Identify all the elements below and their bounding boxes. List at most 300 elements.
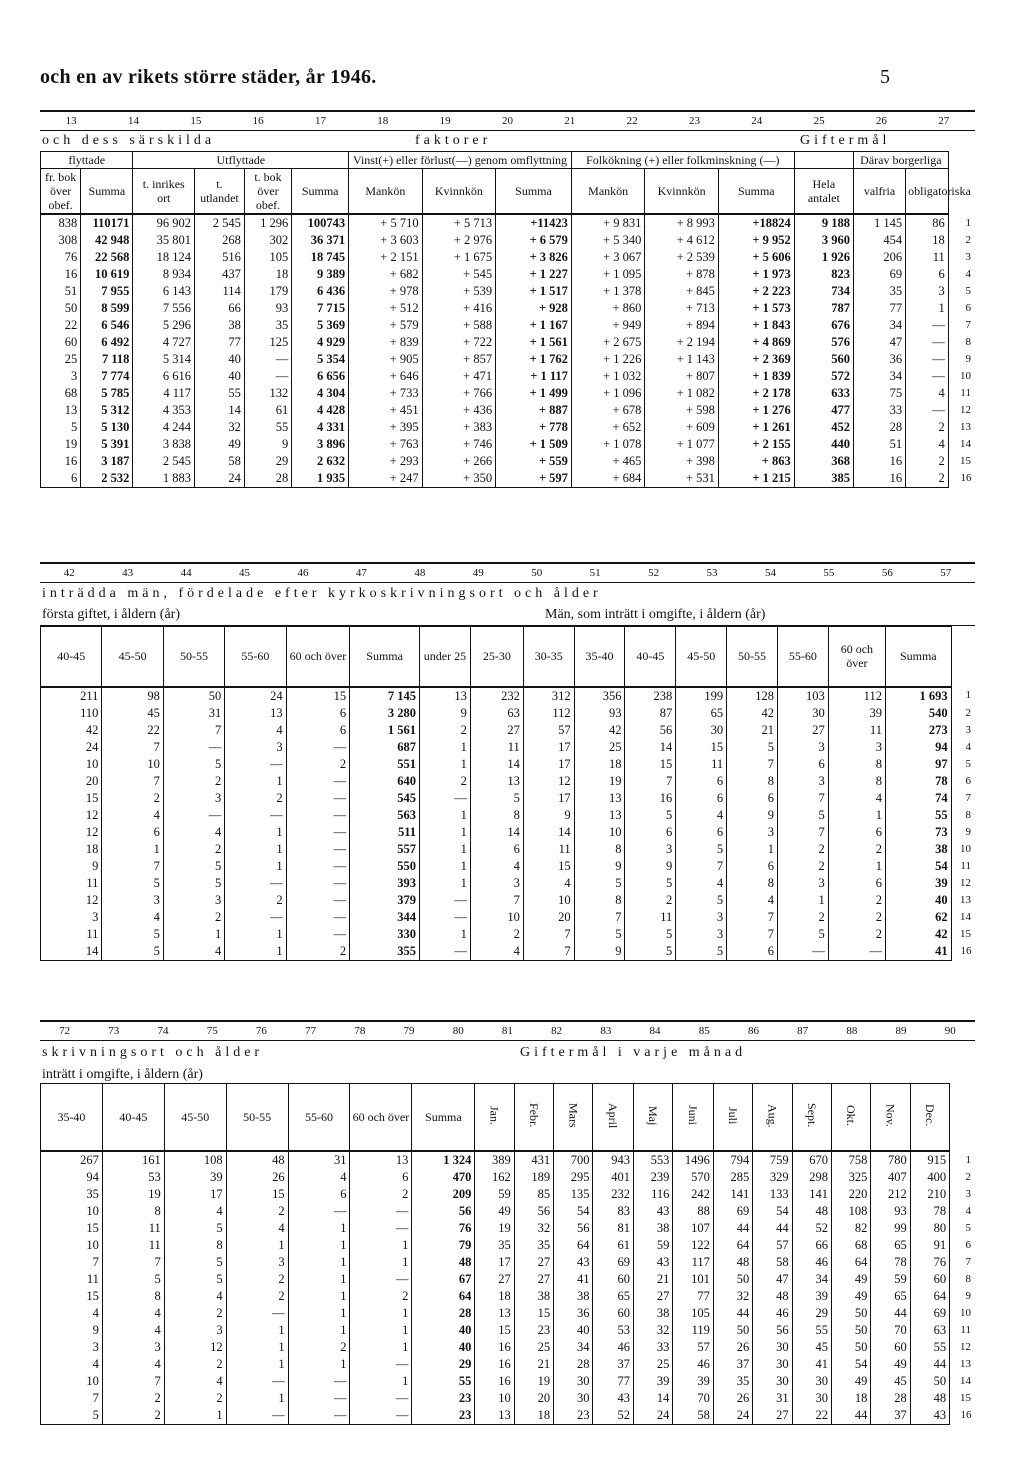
table-cell: 325 — [831, 1169, 870, 1186]
table-cell: 4 — [163, 824, 224, 841]
header-label: t. inrikes ort — [142, 177, 185, 205]
table-cell: 734 — [794, 283, 853, 300]
table-cell: 80 — [910, 1220, 949, 1237]
table-cell: 5 — [102, 943, 163, 961]
table-cell: + 1 261 — [718, 419, 794, 436]
table-cell: — — [225, 875, 286, 892]
header-label: Summa — [88, 184, 126, 198]
table-cell: 10 — [41, 1373, 103, 1390]
column-number: 90 — [944, 1025, 956, 1037]
column-header — [41, 627, 102, 687]
table-cell: 69 — [910, 1305, 949, 1322]
table-cell: 7 — [163, 722, 224, 739]
table-cell: 8 599 — [81, 300, 133, 317]
table-cell: + 652 — [571, 419, 644, 436]
header-label: 35-40 — [585, 649, 614, 664]
table-cell: + 416 — [422, 300, 495, 317]
table-cell: 18 — [574, 756, 625, 773]
table-cell: 9 — [625, 858, 676, 875]
table-cell: 3 — [777, 875, 828, 892]
table-cell: — — [244, 368, 291, 385]
table-cell: + 978 — [349, 283, 422, 300]
table-cell: 69 — [593, 1254, 634, 1271]
table-cell: 135 — [554, 1186, 593, 1203]
table-cell: 2 — [470, 926, 523, 943]
table-row — [41, 1254, 975, 1271]
row-number: 1 — [965, 689, 971, 701]
table-cell: 24 — [633, 1407, 672, 1425]
table-cell: 670 — [792, 1151, 831, 1169]
table-cell: 676 — [794, 317, 853, 334]
table-cell: 10 — [41, 1237, 103, 1254]
table-cell: 30 — [554, 1390, 593, 1407]
table-cell: 42 948 — [81, 232, 133, 249]
table-cell: 3 — [164, 1322, 226, 1339]
table-cell: 28 — [554, 1356, 593, 1373]
month-header — [753, 1084, 792, 1152]
table-cell: 4 — [288, 1169, 350, 1186]
table-cell: 4 — [727, 892, 778, 909]
table-cell: 7 — [41, 1254, 103, 1271]
table-cell: 4 — [102, 807, 163, 824]
table-row — [41, 943, 975, 961]
table-cell: 48 — [910, 1390, 949, 1407]
table-cell: 7 774 — [81, 368, 133, 385]
table-cell: 5 — [102, 926, 163, 943]
table-cell: 32 — [633, 1322, 672, 1339]
table-cell: + 1 573 — [718, 300, 794, 317]
table-cell: 55 — [885, 807, 951, 824]
month-header — [713, 1084, 752, 1152]
table-row — [41, 1407, 975, 1425]
table-cell: 2 — [226, 1271, 288, 1288]
column-header — [523, 627, 574, 687]
table-cell: 19 — [475, 1220, 514, 1237]
table-cell: + 2 369 — [718, 351, 794, 368]
table-cell: 6 — [676, 790, 727, 807]
header-label: Aug. — [765, 1103, 780, 1128]
table-cell: 1 — [225, 858, 286, 875]
table-cell: + 1 078 — [571, 436, 644, 453]
table-cell: 32 — [514, 1220, 553, 1237]
table-cell: 75 — [853, 385, 905, 402]
table-cell: — — [350, 1356, 412, 1373]
table-cell: 2 — [350, 1186, 412, 1203]
table-cell: 1 — [420, 807, 471, 824]
table-cell: 551 — [350, 756, 420, 773]
table-cell: 18 745 — [292, 249, 349, 266]
table-cell: 12 — [41, 892, 102, 909]
header-label: 60 och över — [289, 649, 347, 664]
table-cell: 11 — [906, 249, 949, 266]
table-cell: 38 — [195, 317, 245, 334]
table-cell: 7 — [727, 756, 778, 773]
table-cell: 50 — [831, 1339, 870, 1356]
table-cell: 35 — [475, 1237, 514, 1254]
table-cell: + 9 831 — [571, 214, 644, 232]
table-cell: 633 — [794, 385, 853, 402]
column-number: 51 — [589, 567, 601, 579]
table-cell: 26 — [226, 1169, 288, 1186]
table-cell: 3 187 — [81, 453, 133, 470]
column-number: 27 — [938, 115, 950, 127]
table-cell: 38 — [633, 1220, 672, 1237]
folkokning-header: Folkökning (+) eller folkminskning (—) — [571, 152, 794, 169]
table-cell: 1 324 — [412, 1151, 475, 1169]
column-number: 85 — [698, 1025, 710, 1037]
row-number: 3 — [965, 1188, 971, 1200]
table-cell: + 678 — [571, 402, 644, 419]
table-cell: 28 — [871, 1390, 910, 1407]
table-cell: 242 — [673, 1186, 714, 1203]
table-cell: + 1 095 — [571, 266, 644, 283]
table-cell: 103 — [777, 687, 828, 705]
table-cell: 7 955 — [81, 283, 133, 300]
header-label: Mankön — [588, 184, 629, 198]
table-cell: 563 — [350, 807, 420, 824]
table-cell: 5 — [163, 756, 224, 773]
table-cell: 1 — [225, 943, 286, 961]
column-number: 84 — [649, 1025, 661, 1037]
row-number: 5 — [965, 285, 971, 297]
table-cell: 48 — [713, 1254, 752, 1271]
column-number: 47 — [355, 567, 367, 579]
table-cell: 3 — [163, 790, 224, 807]
table-cell: 39 — [885, 875, 951, 892]
table-cell: 60 — [593, 1305, 634, 1322]
table-cell: 2 — [906, 419, 949, 436]
table-cell: 4 — [102, 1356, 164, 1373]
table-cell: 4 — [164, 1373, 226, 1390]
table-cell: 5 — [163, 875, 224, 892]
table-cell: 6 616 — [133, 368, 195, 385]
table-cell: 16 — [41, 266, 81, 283]
table-cell: + 545 — [422, 266, 495, 283]
table-cell: 1 — [226, 1356, 288, 1373]
row-number: 15 — [960, 1392, 971, 1404]
table-cell: 452 — [794, 419, 853, 436]
table-cell: 33 — [633, 1339, 672, 1356]
column-number: 13 — [65, 115, 77, 127]
table-cell: — — [163, 739, 224, 756]
table-cell: 3 960 — [794, 232, 853, 249]
table-cell: 82 — [831, 1220, 870, 1237]
row-number: 4 — [965, 1205, 971, 1217]
table-cell: 6 — [286, 722, 350, 739]
table-cell: 16 — [41, 453, 81, 470]
table-cell: + 3 603 — [349, 232, 422, 249]
table-cell: 31 — [288, 1151, 350, 1169]
row-number: 6 — [965, 774, 971, 787]
table-cell: 4 — [225, 722, 286, 739]
column-header — [906, 169, 971, 215]
table-cell: 37 — [871, 1407, 910, 1425]
table-cell: 61 — [244, 402, 291, 419]
table-cell: 7 — [777, 824, 828, 841]
table-cell: + 609 — [645, 419, 718, 436]
table-cell: 45 — [102, 705, 163, 722]
section-3-sub-left: inträtt i omgifte, i åldern (år) — [42, 1067, 203, 1082]
group-title-faktorer: faktorer — [415, 133, 492, 148]
table-cell: 4 — [102, 1305, 164, 1322]
table-cell: 57 — [753, 1237, 792, 1254]
table-cell: 56 — [554, 1220, 593, 1237]
row-number: 7 — [965, 319, 971, 331]
table-cell: 69 — [713, 1203, 752, 1220]
table-cell: 116 — [633, 1186, 672, 1203]
column-number: 57 — [940, 567, 952, 579]
table-cell: — — [288, 1373, 350, 1390]
section-2-sub-right: Män, som inträtt i omgifte, i åldern (år) — [545, 607, 766, 622]
table-cell: 6 — [41, 470, 81, 488]
table-cell: 560 — [794, 351, 853, 368]
table-cell: 1 — [163, 926, 224, 943]
column-number: 80 — [452, 1025, 464, 1037]
table-cell: 27 — [777, 722, 828, 739]
table-cell: 50 — [713, 1271, 752, 1288]
column-header — [470, 627, 523, 687]
table-cell: 52 — [593, 1407, 634, 1425]
table-cell: 5 — [41, 1407, 103, 1425]
table-cell: 34 — [792, 1271, 831, 1288]
table-cell: 24 — [41, 739, 102, 756]
table-cell: 23 — [514, 1322, 553, 1339]
table-cell: 24 — [225, 687, 286, 705]
column-header — [41, 1084, 103, 1152]
table-cell: 1 — [288, 1305, 350, 1322]
month-header — [673, 1084, 714, 1152]
table-cell: 66 — [792, 1237, 831, 1254]
table-cell: 40 — [195, 368, 245, 385]
table-cell: 344 — [350, 909, 420, 926]
table-cell: 1 693 — [885, 687, 951, 705]
table-cell: 2 632 — [292, 453, 349, 470]
month-header — [514, 1084, 553, 1152]
table-cell: + 1 143 — [645, 351, 718, 368]
table-cell: 4 428 — [292, 402, 349, 419]
table-cell: 91 — [910, 1237, 949, 1254]
table-cell: 18 — [475, 1288, 514, 1305]
table-row — [41, 266, 975, 283]
table-cell: 16 — [475, 1339, 514, 1356]
table-cell: 2 — [163, 773, 224, 790]
table-cell: 15 — [514, 1305, 553, 1322]
table-cell: 1 — [350, 1339, 412, 1356]
table-row — [41, 470, 975, 488]
table-cell: 9 389 — [292, 266, 349, 283]
utflyttade-header: Utflyttade — [133, 152, 349, 169]
header-label: t. utlandet — [200, 177, 239, 205]
table-cell: 21 — [727, 722, 778, 739]
table-cell: + 395 — [349, 419, 422, 436]
table-cell: 32 — [713, 1288, 752, 1305]
table-cell: + 860 — [571, 300, 644, 317]
column-header — [828, 627, 885, 687]
table-cell: 7 — [102, 739, 163, 756]
table-row — [41, 1203, 975, 1220]
table-cell: 56 — [625, 722, 676, 739]
column-header — [574, 627, 625, 687]
table-cell: 1 — [828, 807, 885, 824]
table-cell: 1 — [727, 841, 778, 858]
table-cell: 54 — [753, 1203, 792, 1220]
table-cell: 27 — [753, 1407, 792, 1425]
table-cell: — — [286, 926, 350, 943]
header-label: Jan. — [487, 1106, 502, 1125]
header-label: 45-50 — [118, 649, 147, 664]
column-numbers-row — [40, 110, 975, 131]
table-cell: 60 — [41, 334, 81, 351]
table-cell: + 746 — [422, 436, 495, 453]
column-number: 54 — [764, 567, 776, 579]
table-cell: 22 — [102, 722, 163, 739]
table-cell: 105 — [673, 1305, 714, 1322]
table-cell: — — [828, 943, 885, 961]
table-cell: 19 — [574, 773, 625, 790]
table-cell: — — [906, 334, 949, 351]
table-row — [41, 1322, 975, 1339]
table-cell: 66 — [195, 300, 245, 317]
table-cell: 64 — [412, 1288, 475, 1305]
row-number: 14 — [960, 1375, 971, 1387]
table-cell: 58 — [753, 1254, 792, 1271]
table-cell: + 905 — [349, 351, 422, 368]
table-cell: 1 — [288, 1356, 350, 1373]
section-1 — [40, 110, 975, 488]
column-header — [41, 169, 81, 215]
table-cell: 122 — [673, 1237, 714, 1254]
table-cell: — — [420, 790, 471, 807]
table-cell: 1 — [225, 824, 286, 841]
table-cell: 1 — [102, 841, 163, 858]
table-cell: 6 656 — [292, 368, 349, 385]
table-cell: + 857 — [422, 351, 495, 368]
table-cell: 1 — [420, 756, 471, 773]
table-cell: 298 — [792, 1169, 831, 1186]
section-3 — [40, 1020, 975, 1425]
column-header — [81, 169, 133, 215]
table-cell: 30 — [792, 1373, 831, 1390]
table-cell: 6 — [625, 824, 676, 841]
table-cell: 550 — [350, 858, 420, 875]
column-header — [794, 169, 853, 215]
page-number: 5 — [880, 66, 890, 88]
table-cell: 838 — [41, 214, 81, 232]
table-cell: 46 — [792, 1254, 831, 1271]
month-header — [633, 1084, 672, 1152]
month-header — [593, 1084, 634, 1152]
header-label: t. bok över obef. — [254, 170, 282, 212]
table-cell: 239 — [633, 1169, 672, 1186]
table-cell: 76 — [41, 249, 81, 266]
table-cell: 23 — [554, 1407, 593, 1425]
header-label: Kvinnkön — [434, 184, 483, 198]
table-cell: + 682 — [349, 266, 422, 283]
table-cell: + 894 — [645, 317, 718, 334]
table-cell: + 436 — [422, 402, 495, 419]
table-cell: + 539 — [422, 283, 495, 300]
table-cell: 2 — [225, 892, 286, 909]
table-cell: 477 — [794, 402, 853, 419]
table-cell: 14 — [470, 756, 523, 773]
table-cell: 1 296 — [244, 214, 291, 232]
table-cell: 32 — [195, 419, 245, 436]
table-cell: 46 — [673, 1356, 714, 1373]
table-cell: 8 — [102, 1288, 164, 1305]
table-cell: 48 — [753, 1288, 792, 1305]
table-cell: 16 — [625, 790, 676, 807]
table-cell: 64 — [831, 1254, 870, 1271]
column-number: 24 — [751, 115, 763, 127]
table-cell: 49 — [831, 1373, 870, 1390]
table-cell: — — [225, 756, 286, 773]
row-number: 13 — [960, 421, 971, 433]
table-cell: 50 — [713, 1322, 752, 1339]
table-cell: 1 — [777, 892, 828, 909]
header-label: Mars — [566, 1103, 581, 1128]
table-cell: 60 — [871, 1339, 910, 1356]
table-cell: + 2 539 — [645, 249, 718, 266]
table-cell: + 5 710 — [349, 214, 422, 232]
table-cell: 1 — [420, 875, 471, 892]
row-number: 8 — [965, 808, 971, 821]
table-cell: 1 — [420, 739, 471, 756]
table-cell: 6 — [828, 824, 885, 841]
table-cell: 4 — [676, 807, 727, 824]
table-cell: 17 — [523, 739, 574, 756]
table-cell: 393 — [350, 875, 420, 892]
table-cell: + 1 561 — [496, 334, 572, 351]
table-cell: 4 727 — [133, 334, 195, 351]
column-header — [676, 627, 727, 687]
table-cell: 43 — [554, 1254, 593, 1271]
table-cell: 36 371 — [292, 232, 349, 249]
table-cell: + 1 378 — [571, 283, 644, 300]
table-cell: 125 — [244, 334, 291, 351]
table-cell: 15 — [475, 1322, 514, 1339]
table-cell: 4 — [523, 875, 574, 892]
table-cell: 6 546 — [81, 317, 133, 334]
header-label: Summa — [366, 649, 403, 664]
table-cell: + 559 — [496, 453, 572, 470]
header-label: 45-50 — [181, 1110, 210, 1124]
table-cell: + 5 713 — [422, 214, 495, 232]
table-cell: 161 — [102, 1151, 164, 1169]
table-cell: 780 — [871, 1151, 910, 1169]
table-cell: 9 — [727, 807, 778, 824]
table-cell: 40 — [412, 1339, 475, 1356]
table-cell: 238 — [625, 687, 676, 705]
table-cell: + 928 — [496, 300, 572, 317]
table-cell: 431 — [514, 1151, 553, 1169]
table-cell: 273 — [885, 722, 951, 739]
group-title-left: och dess särskilda — [42, 133, 216, 148]
table-cell: 5 312 — [81, 402, 133, 419]
table-cell: 295 — [554, 1169, 593, 1186]
table-cell: 110 — [41, 705, 102, 722]
table-cell: 54 — [885, 858, 951, 875]
table-cell: 81 — [593, 1220, 634, 1237]
table-cell: 44 — [753, 1220, 792, 1237]
table-cell: 16 — [475, 1373, 514, 1390]
table-cell: + 465 — [571, 453, 644, 470]
section-1-titles — [40, 131, 975, 151]
table-cell: 210 — [910, 1186, 949, 1203]
column-number: 72 — [59, 1025, 71, 1037]
table-cell: 3 — [41, 368, 81, 385]
table-cell: 24 — [713, 1407, 752, 1425]
table-cell: + 2 194 — [645, 334, 718, 351]
